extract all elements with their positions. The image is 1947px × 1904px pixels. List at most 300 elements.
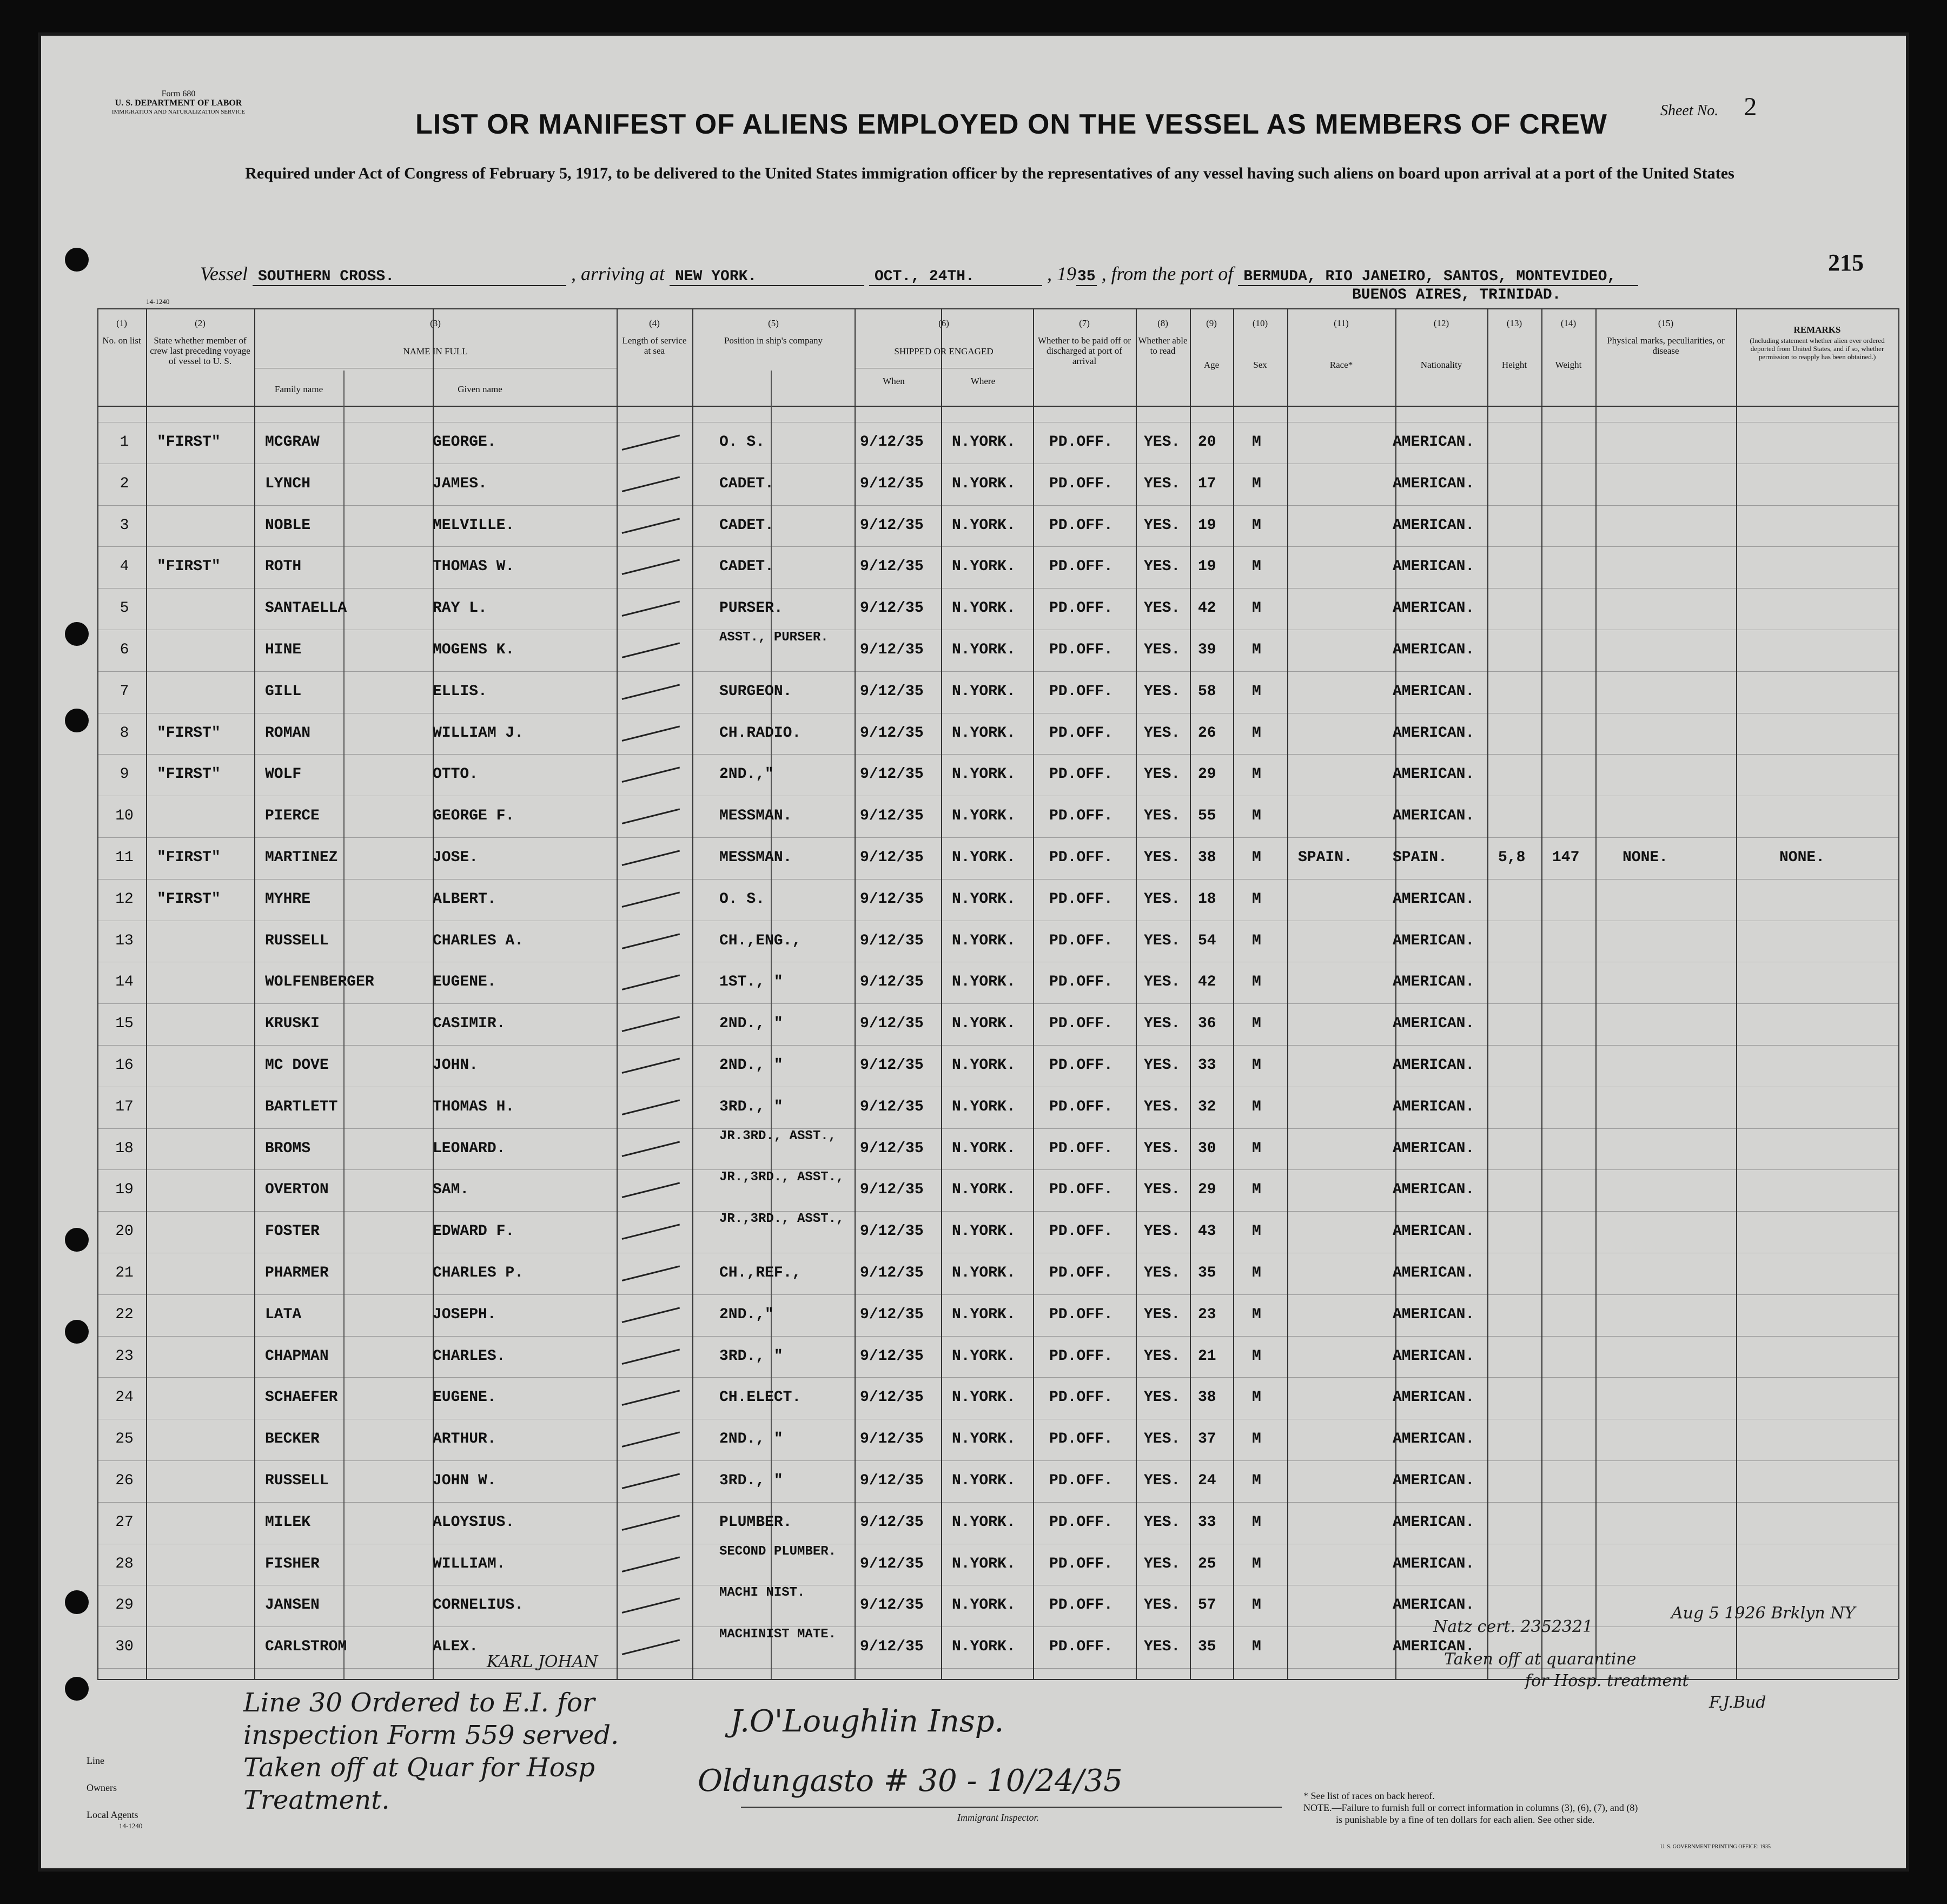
ship-position: 3RD., " [719,1347,783,1365]
paid-off: PD.OFF. [1049,1597,1113,1614]
arrival-port: NEW YORK. [670,268,864,286]
nationality: AMERICAN. [1393,1513,1475,1531]
row-number: 7 [120,683,129,700]
shipped-where: N.YORK. [952,1057,1016,1074]
column-number-c9: (9) [1206,318,1217,328]
given-name: THOMAS W. [433,558,515,576]
column-border [1190,308,1191,1679]
shipped-when: 9/12/35 [860,434,924,451]
age: 33 [1198,1513,1216,1531]
ship-position: MACHI NIST. [719,1585,805,1601]
ship-position: MESSMAN. [719,808,792,825]
shipped-when: 9/12/35 [860,1098,924,1115]
able-to-read: YES. [1144,1140,1181,1157]
able-to-read: YES. [1144,1513,1181,1531]
age: 58 [1198,683,1216,700]
ship-position: 2ND., " [719,1015,783,1033]
shipped-when: 9/12/35 [860,808,924,825]
column-header-c9: Age [1203,360,1220,370]
column-header-c2: State whether member of crew last preceding voyage of vessel to U. S. [150,335,250,366]
signature-line [741,1807,1282,1808]
check-mark [622,1348,680,1365]
shipped-when: 9/12/35 [860,1513,924,1531]
age: 30 [1198,1140,1216,1157]
shipped-when: 9/12/35 [860,1223,924,1240]
shipped-where: N.YORK. [952,932,1016,949]
given-name: MELVILLE. [433,517,515,534]
nationality: AMERICAN. [1393,1389,1475,1406]
column-header-c10: Sex [1253,360,1267,370]
check-mark [622,1224,680,1240]
manifest-sheet [38,32,1909,1872]
sex: M [1252,434,1261,451]
family-name: GILL [265,683,302,700]
age: 42 [1198,974,1216,991]
ship-position: O. S. [719,434,765,451]
nationality: AMERICAN. [1393,932,1475,949]
paid-off: PD.OFF. [1049,932,1113,949]
paid-off: PD.OFF. [1049,1265,1113,1281]
age: 35 [1198,1638,1216,1656]
column-border [1541,308,1542,1679]
nationality: AMERICAN. [1393,1057,1475,1074]
paid-off: PD.OFF. [1049,849,1113,866]
check-mark [622,767,680,783]
sex: M [1252,1057,1261,1074]
column-header-c4: Length of service at sea [622,335,687,356]
age: 19 [1198,517,1216,534]
ship-position: CH.,REF., [719,1265,802,1281]
family-name: CARLSTROM [265,1638,347,1656]
family-name: BARTLETT [265,1098,338,1115]
row-rule [97,1169,1898,1170]
column-border [941,308,942,1679]
sex: M [1252,558,1261,576]
sex: M [1252,517,1261,534]
given-name: LEONARD. [433,1140,506,1157]
paid-off: PD.OFF. [1049,1472,1113,1489]
sex: M [1252,1015,1261,1033]
shipped-when: 9/12/35 [860,1015,924,1033]
column-border [1595,308,1597,1679]
shipped-when: 9/12/35 [860,1597,924,1614]
row-rule [97,1128,1898,1129]
able-to-read: YES. [1144,600,1181,617]
row-number: 25 [115,1431,134,1448]
paid-off: PD.OFF. [1049,1347,1113,1365]
column-border [1233,308,1234,1679]
age: 21 [1198,1347,1216,1365]
row-rule [97,1336,1898,1337]
age: 23 [1198,1306,1216,1323]
age: 19 [1198,558,1216,576]
family-name: FOSTER [265,1223,320,1240]
given-name: JOSE. [433,849,479,866]
row-number: 6 [120,642,129,658]
family-name: OVERTON [265,1181,329,1199]
able-to-read: YES. [1144,1638,1181,1656]
check-mark [622,891,680,908]
age: 39 [1198,642,1216,658]
inspector-label: Immigrant Inspector. [957,1812,1039,1823]
nationality: AMERICAN. [1393,600,1475,617]
nationality: AMERICAN. [1393,1555,1475,1572]
remarks-header: REMARKS [1793,325,1841,335]
handwritten-hosp-note: for Hosp. treatment [1525,1671,1689,1690]
row-number: 10 [115,808,134,825]
check-mark [622,850,680,866]
check-mark [622,1057,680,1074]
previous-voyage: "FIRST" [157,849,221,866]
column-border [1736,308,1737,1679]
row-number: 28 [115,1555,134,1572]
sex: M [1252,1223,1261,1240]
column-number-c6: (6) [938,318,949,328]
column-border [146,308,147,1679]
column-number-c14: (14) [1560,318,1577,328]
paid-off: PD.OFF. [1049,1555,1113,1572]
handwritten-bottom-note: Oldungasto # 30 - 10/24/35 [698,1763,1123,1799]
able-to-read: YES. [1144,724,1181,742]
shipped-where: N.YORK. [952,642,1016,658]
given-name: SAM. [433,1181,469,1199]
column-border [97,308,98,1679]
check-mark [622,684,680,700]
owners-label: Owners [87,1782,117,1793]
shipped-where: N.YORK. [952,974,1016,991]
row-number: 15 [115,1015,134,1033]
age: 20 [1198,434,1216,451]
ship-position: O. S. [719,890,765,908]
row-number: 26 [115,1472,134,1489]
column-border [855,308,856,1679]
handwritten-note-line2: inspection Form 559 served. [243,1720,619,1750]
shipped-when: 9/12/35 [860,974,924,991]
vessel-label: Vessel [200,263,248,285]
sex: M [1252,642,1261,658]
crew-table [97,308,1898,1747]
able-to-read: YES. [1144,1265,1181,1281]
check-mark [622,1639,680,1656]
family-name: CHAPMAN [265,1347,329,1365]
given-name: GEORGE F. [433,808,515,825]
nationality: AMERICAN. [1393,766,1475,783]
where-header: Where [970,376,996,386]
nationality: SPAIN. [1393,849,1447,866]
given-name: ALEX. [433,1638,479,1656]
race: SPAIN. [1298,849,1353,866]
able-to-read: YES. [1144,642,1181,658]
vessel-name: SOUTHERN CROSS. [253,268,566,286]
column-number-c11: (11) [1334,318,1349,328]
family-name: MARTINEZ [265,849,338,866]
age: 25 [1198,1555,1216,1572]
age: 43 [1198,1223,1216,1240]
able-to-read: YES. [1144,1015,1181,1033]
ship-position: JR.3RD., ASST., [719,1128,837,1143]
nationality: AMERICAN. [1393,434,1475,451]
given-name: MOGENS K. [433,642,515,658]
row-rule [97,879,1898,880]
given-name: CHARLES A. [433,932,524,949]
nationality: AMERICAN. [1393,1140,1475,1157]
column-header-c3: NAME IN FULL [403,346,468,356]
row-number: 12 [115,890,134,908]
age: 32 [1198,1098,1216,1115]
shipped-where: N.YORK. [952,517,1016,534]
shipped-when: 9/12/35 [860,890,924,908]
paid-off: PD.OFF. [1049,1389,1113,1406]
punch-hole [65,622,89,646]
check-mark [622,434,680,451]
form-number: Form 680 [161,89,196,98]
page-stamp-number: 215 [1828,249,1864,276]
paid-off: PD.OFF. [1049,890,1113,908]
paid-off: PD.OFF. [1049,1057,1113,1074]
shipped-where: N.YORK. [952,1140,1016,1157]
family-name: HINE [265,642,302,658]
column-number-c4: (4) [649,318,660,328]
able-to-read: YES. [1144,1431,1181,1448]
shipped-where: N.YORK. [952,1638,1016,1656]
ship-position: CH.,ENG., [719,932,802,949]
ship-position: 2ND., " [719,1431,783,1448]
weight: 147 [1552,849,1580,866]
nationality: AMERICAN. [1393,974,1475,991]
row-number: 9 [120,766,129,783]
shipped-where: N.YORK. [952,724,1016,742]
age: 38 [1198,849,1216,866]
handwritten-note-line3: Taken off at Quar for Hosp [243,1753,595,1783]
shipped-where: N.YORK. [952,1555,1016,1572]
sex: M [1252,1431,1261,1448]
family-name: NOBLE [265,517,311,534]
paid-off: PD.OFF. [1049,1181,1113,1199]
ship-position: CH.RADIO. [719,724,802,742]
line-label: Line [87,1755,104,1766]
column-header-c5: Position in ship's company [724,335,823,346]
row-rule [97,1211,1898,1212]
age: 33 [1198,1057,1216,1074]
previous-voyage: "FIRST" [157,434,221,451]
shipped-when: 9/12/35 [860,1057,924,1074]
ship-position: 3RD., " [719,1098,783,1115]
shipped-where: N.YORK. [952,1597,1016,1614]
ship-position: 2ND., " [719,1057,783,1074]
able-to-read: YES. [1144,475,1181,492]
row-number: 18 [115,1140,134,1157]
given-name: RAY L. [433,600,487,617]
header-bottom-border [97,406,1898,407]
ship-position: CADET. [719,517,774,534]
from-ports-line2: BUENOS AIRES, TRINIDAD. [1352,287,1561,303]
shipped-when: 9/12/35 [860,1389,924,1406]
given-name: CHARLES. [433,1347,506,1365]
remarks: NONE. [1779,849,1825,866]
able-to-read: YES. [1144,1555,1181,1572]
nationality: AMERICAN. [1393,475,1475,492]
check-mark [622,1307,680,1323]
nationality: AMERICAN. [1393,1265,1475,1281]
family-name: PIERCE [265,808,320,825]
given-name: JOHN. [433,1057,479,1074]
physical-marks: NONE. [1623,849,1668,866]
shipped-where: N.YORK. [952,558,1016,576]
check-mark [622,975,680,991]
shipped-when: 9/12/35 [860,1306,924,1323]
name-divider [343,371,345,1679]
family-name: LYNCH [265,475,311,492]
row-number: 20 [115,1223,134,1240]
age: 37 [1198,1431,1216,1448]
column-number-c8: (8) [1157,318,1168,328]
check-mark [622,1390,680,1406]
sex: M [1252,724,1261,742]
row-number: 8 [120,724,129,742]
row-number: 27 [115,1513,134,1531]
inspector-signature: J.O'Loughlin Insp. [730,1704,1004,1739]
nationality: AMERICAN. [1393,1223,1475,1240]
ship-position: 1ST., " [719,974,783,991]
given-name: THOMAS H. [433,1098,515,1115]
punch-hole [65,1228,89,1252]
age: 36 [1198,1015,1216,1033]
family-name: PHARMER [265,1265,329,1281]
shipped-when: 9/12/35 [860,475,924,492]
age: 35 [1198,1265,1216,1281]
sex: M [1252,766,1261,783]
paid-off: PD.OFF. [1049,974,1113,991]
paid-off: PD.OFF. [1049,1431,1113,1448]
nationality: AMERICAN. [1393,1638,1475,1656]
shipped-when: 9/12/35 [860,724,924,742]
row-rule [97,1003,1898,1004]
nationality: AMERICAN. [1393,1098,1475,1115]
row-rule [97,1294,1898,1295]
arriving-label: , arriving at [571,263,665,285]
form-code: 14-1240 [146,298,170,306]
ship-position: MACHINIST MATE. [719,1627,837,1642]
able-to-read: YES. [1144,517,1181,534]
given-name: EDWARD F. [433,1223,515,1240]
family-name: WOLF [265,766,302,783]
ship-position: 2ND.," [719,766,774,783]
paid-off: PD.OFF. [1049,808,1113,825]
punch-hole [65,1590,89,1614]
family-name: WOLFENBERGER [265,974,374,991]
ship-position: JR.,3RD., ASST., [719,1212,844,1227]
previous-voyage: "FIRST" [157,724,221,742]
sex: M [1252,1306,1261,1323]
nationality: AMERICAN. [1393,724,1475,742]
age: 29 [1198,766,1216,783]
shipped-when: 9/12/35 [860,517,924,534]
shipped-when: 9/12/35 [860,683,924,700]
check-mark [622,642,680,658]
nationality: AMERICAN. [1393,1347,1475,1365]
row-number: 13 [115,932,134,949]
shipped-where: N.YORK. [952,1431,1016,1448]
sex: M [1252,1638,1261,1656]
column-border [1136,308,1137,1679]
ship-position: CADET. [719,475,774,492]
paid-off: PD.OFF. [1049,558,1113,576]
paid-off: PD.OFF. [1049,724,1113,742]
agents-code: 14-1240 [119,1822,143,1830]
ship-position: CADET. [719,558,774,576]
family-name: BECKER [265,1431,320,1448]
ship-position: PURSER. [719,600,783,617]
previous-voyage: "FIRST" [157,890,221,908]
able-to-read: YES. [1144,974,1181,991]
able-to-read: YES. [1144,1098,1181,1115]
nationality: AMERICAN. [1393,1431,1475,1448]
shipped-when: 9/12/35 [860,642,924,658]
column-number-c2: (2) [195,318,206,328]
ship-position: PLUMBER. [719,1513,792,1531]
shipped-where: N.YORK. [952,1181,1016,1199]
check-mark [622,809,680,825]
family-name: ROMAN [265,724,311,742]
when-header: When [883,376,905,386]
check-mark [622,1556,680,1572]
sheet-no-value: 2 [1744,92,1757,121]
ship-position: 3RD., " [719,1472,783,1489]
shipped-when: 9/12/35 [860,1472,924,1489]
shipped-when: 9/12/35 [860,558,924,576]
age: 18 [1198,890,1216,908]
sex: M [1252,974,1261,991]
family-name-header: Family name [274,384,323,394]
family-name: SCHAEFER [265,1389,338,1406]
given-name: WILLIAM J. [433,724,524,742]
shipped-when: 9/12/35 [860,1181,924,1199]
check-mark [622,476,680,492]
check-mark [622,725,680,742]
shipped-where: N.YORK. [952,1347,1016,1365]
given-name: CHARLES P. [433,1265,524,1281]
sex: M [1252,1140,1261,1157]
paid-off: PD.OFF. [1049,600,1113,617]
check-mark [622,1182,680,1199]
given-name: CASIMIR. [433,1015,506,1033]
column-border [254,308,255,1679]
shipped-when: 9/12/35 [860,1638,924,1656]
sex: M [1252,1472,1261,1489]
given-name-header: Given name [458,384,502,394]
age: 55 [1198,808,1216,825]
printer-note: U. S. GOVERNMENT PRINTING OFFICE: 1935 [1660,1844,1771,1850]
row-rule [97,505,1898,506]
column-number-c12: (12) [1433,318,1449,328]
handwritten-note-line1: Line 30 Ordered to E.I. for [243,1688,595,1718]
column-number-c3: (3) [430,318,441,328]
age: 24 [1198,1472,1216,1489]
handwritten-given-name-add: KARL JOHAN [487,1652,598,1671]
shipped-when: 9/12/35 [860,1555,924,1572]
races-note: * See list of races on back hereof. [1303,1790,1435,1801]
check-mark [622,933,680,949]
column-header-c13: Height [1501,360,1527,370]
row-number: 16 [115,1057,134,1074]
check-mark [622,1265,680,1281]
family-name: KRUSKI [265,1015,320,1033]
age: 38 [1198,1389,1216,1406]
shipped-where: N.YORK. [952,808,1016,825]
local-agents-label: Local Agents [87,1809,138,1820]
shipped-where: N.YORK. [952,1306,1016,1323]
given-name: JAMES. [433,475,487,492]
